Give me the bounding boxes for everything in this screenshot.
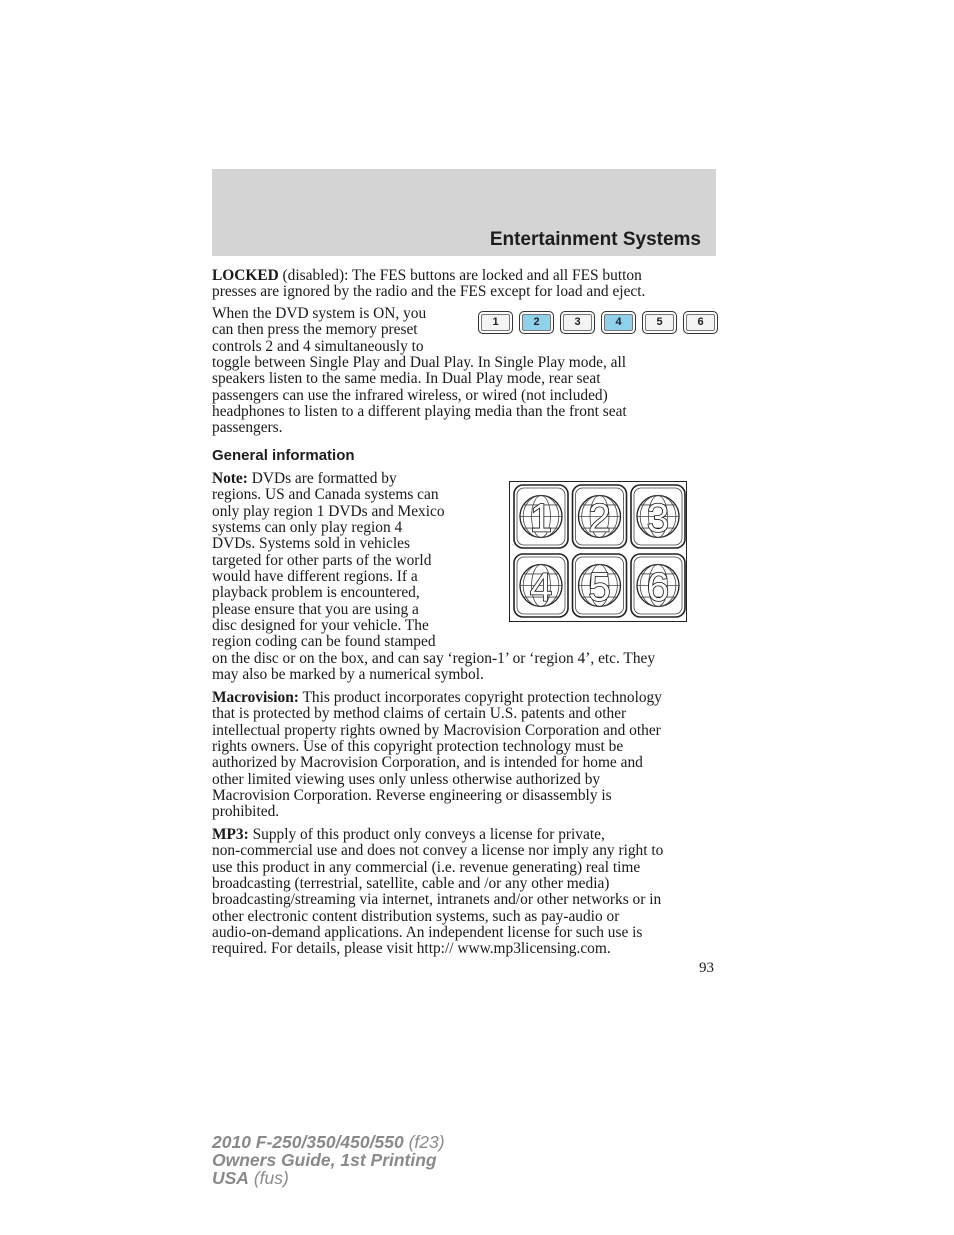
text-line: MP3: Supply of this product only conveys a license for private,: [212, 826, 605, 843]
text-line: speakers listen to the same media. In Dual Play mode, rear seat: [212, 370, 601, 388]
preset-button-1: 1: [478, 311, 513, 334]
region-number: 3: [646, 496, 670, 541]
region-globe-grid: [510, 482, 686, 621]
text-line: headphones to listen to a different playing media than the front seat: [212, 403, 627, 421]
text-line: region coding can be found stamped: [212, 633, 436, 651]
locked-term: LOCKED: [212, 267, 279, 284]
region-number: 1: [529, 496, 553, 541]
footer-line-1: 2010 F-250/350/450/550 (f23): [212, 1132, 445, 1152]
region-number: 2: [588, 496, 611, 541]
footer-line-2: Owners Guide, 1st Printing: [212, 1150, 437, 1170]
text-line: on the disc or on the box, and can say ‘region-1’ or ‘region 4’, etc. They: [212, 649, 656, 667]
text-line: prohibited.: [212, 803, 280, 821]
text-line: toggle between Single Play and Dual Play. In Single Play mode, all: [212, 354, 627, 372]
page-number: 93: [699, 960, 714, 976]
text-line: intellectual property rights owned by Macrovision Corporation and other: [212, 721, 661, 739]
preset-button-4: 4: [601, 311, 636, 334]
text-line: may also be marked by a numerical symbol.: [212, 666, 484, 684]
text-line: playback problem is encountered,: [212, 584, 420, 602]
preset-button-6: 6: [683, 311, 718, 334]
text-line: systems can only play region 4: [212, 519, 403, 537]
region-5-symbol: [573, 554, 627, 617]
region-3-symbol: [631, 485, 685, 548]
text-line: targeted for other parts of the world: [212, 551, 432, 569]
text-line: can then press the memory preset: [212, 321, 418, 339]
region-number: 6: [646, 565, 670, 610]
text-line: non-commercial use and does not convey a license nor imply any right to: [212, 842, 664, 860]
text-line: rights owners. Use of this copyright protection technology must be: [212, 738, 624, 756]
text-line: regions. US and Canada systems can: [212, 486, 439, 504]
locked-line-1: LOCKED (disabled): The FES buttons are locked and all FES button: [212, 267, 642, 284]
mp3-paragraph: [212, 827, 718, 958]
text-line: passengers can use the infrared wireless, or wired (not included): [212, 386, 608, 404]
text-line: authorized by Macrovision Corporation, and is intended for home and: [212, 754, 643, 772]
text-line: other limited viewing uses only unless otherwise authorized by: [212, 770, 601, 788]
text-line: DVDs. Systems sold in vehicles: [212, 535, 410, 553]
region-1-symbol: [514, 485, 568, 548]
section-title: Entertainment Systems: [489, 229, 701, 250]
text-line: would have different regions. If a: [212, 568, 418, 586]
text-line: please ensure that you are using a: [212, 600, 419, 618]
mp3-term: MP3:: [212, 826, 249, 843]
region-4-symbol: [514, 554, 568, 617]
preset-button-3: 3: [560, 311, 595, 334]
note-term: Note:: [212, 470, 248, 487]
text-line: passengers.: [212, 419, 283, 437]
text-line: Macrovision Corporation. Reverse engineering or disassembly is: [212, 787, 612, 805]
region-number: 4: [529, 565, 553, 610]
general-information-heading: General information: [212, 447, 355, 464]
locked-paragraph: [212, 268, 718, 301]
text-line: only play region 1 DVDs and Mexico: [212, 502, 445, 520]
document-footer: [212, 1133, 445, 1187]
region-number: 5: [588, 565, 611, 610]
text-line: other electronic content distribution systems, such as pay-audio or: [212, 907, 620, 925]
locked-line-2: presses are ignored by the radio and the FES except for load and eject.: [212, 283, 646, 301]
footer-line-3: USA (fus): [212, 1168, 289, 1188]
text-line: that is protected by method claims of certain U.S. patents and other: [212, 705, 627, 723]
macrovision-paragraph: [212, 690, 718, 821]
preset-button-2: 2: [519, 311, 554, 334]
text-line: controls 2 and 4 simultaneously to: [212, 337, 424, 355]
region-code-symbols-figure: [509, 481, 687, 622]
text-line: use this product in any commercial (i.e. revenue generating) real time: [212, 858, 641, 876]
preset-button-5: 5: [642, 311, 677, 334]
text-line: Macrovision: This product incorporates copyright protection technology: [212, 689, 662, 706]
text-line: disc designed for your vehicle. The: [212, 617, 429, 635]
text-line: When the DVD system is ON, you: [212, 305, 427, 322]
text-line: broadcasting/streaming via internet, intranets and/or other networks or in: [212, 891, 662, 909]
section-header-band: [212, 169, 716, 256]
text-line: required. For details, please visit http:// www.mp3licensing.com.: [212, 940, 611, 958]
region-2-symbol: [573, 485, 627, 548]
text-line: audio-on-demand applications. An independent license for such use is: [212, 924, 643, 942]
region-6-symbol: [631, 554, 685, 617]
text-line: Note: DVDs are formatted by: [212, 470, 397, 487]
macrovision-term: Macrovision:: [212, 689, 299, 706]
memory-preset-buttons-illustration: [478, 311, 718, 335]
text-line: broadcasting (terrestrial, satellite, cable and /or any other media): [212, 875, 610, 893]
